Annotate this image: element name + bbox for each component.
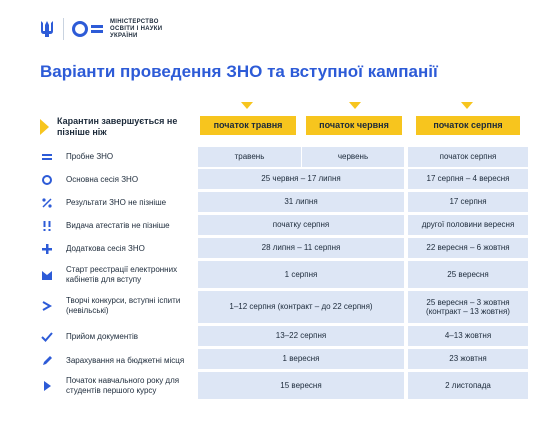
cell-may-june: 25 червня – 17 липня <box>198 169 404 189</box>
row-label: Початок навчального року для студентів першого курсу <box>40 376 201 396</box>
cell-august: 17 серпня <box>408 192 528 212</box>
circle-logo-icon <box>72 21 88 37</box>
pencil-icon <box>40 354 54 368</box>
row-label: Старт реєстрації електронних кабінетів для вступу <box>40 265 196 285</box>
play-icon <box>40 379 54 393</box>
equals-logo-icon <box>91 23 103 35</box>
cell-august: 25 вересня <box>408 261 528 288</box>
ministry-name: МІНІСТЕРСТВО ОСВІТИ І НАУКИ УКРАЇНИ <box>110 18 163 39</box>
cell-june: червень <box>302 147 404 167</box>
arrow-icon <box>40 119 49 135</box>
cell-august: початок серпня <box>408 147 528 167</box>
scenario-header <box>40 116 187 138</box>
chevron-icon <box>40 299 54 313</box>
check-icon <box>40 330 54 344</box>
double-exclaim-icon <box>40 219 54 233</box>
scenario-may: початок травня <box>200 116 296 135</box>
cell-may-june: 1–12 серпня (контракт – до 22 серпня) <box>198 291 404 323</box>
cell-may-june: 1 вересня <box>198 349 404 369</box>
cell-may-june: 13–22 серпня <box>198 326 404 346</box>
circle-icon <box>40 173 54 187</box>
row-label: Додаткова сесія ЗНО <box>40 242 145 256</box>
scenario-august: початок серпня <box>416 116 520 135</box>
row-label: Пробне ЗНО <box>40 150 113 164</box>
down-triangle-icon <box>349 102 361 109</box>
ministry-logo <box>40 18 162 40</box>
cell-august: 2 листопада <box>408 372 528 399</box>
flag-icon <box>40 268 54 282</box>
page-title: Варіанти проведення ЗНО та вступної кампанії <box>40 62 438 81</box>
cell-august: 4–13 жовтня <box>408 326 528 346</box>
cell-may: травень <box>198 147 301 167</box>
cell-may-june: 28 липня – 11 серпня <box>198 238 404 258</box>
trident-icon <box>40 19 54 39</box>
cell-august: 17 серпня – 4 вересня <box>408 169 528 189</box>
cell-may-june: 15 вересня <box>198 372 404 399</box>
row-label: Творчі конкурси, вступні іспити (невільські) <box>40 296 196 316</box>
cell-may-june: 31 липня <box>198 192 404 212</box>
cell-august: 22 вересня – 6 жовтня <box>408 238 528 258</box>
row-label: Видача атестатів не пізніше <box>40 219 170 233</box>
cell-may-june: 1 серпня <box>198 261 404 288</box>
equals-icon <box>40 150 54 164</box>
scenario-june: початок червня <box>306 116 402 135</box>
down-triangle-icon <box>461 102 473 109</box>
cell-may-june: початку серпня <box>198 215 404 235</box>
scenario-label: Карантин завершується не пізніше ніж <box>57 116 178 137</box>
cell-august: 25 вересня – 3 жовтня (контракт – 13 жовтня) <box>408 291 528 323</box>
plus-icon <box>40 242 54 256</box>
cell-august: другої половини вересня <box>408 215 528 235</box>
percent-icon <box>40 196 54 210</box>
row-label: Прийом документів <box>40 330 138 344</box>
cell-august: 23 жовтня <box>408 349 528 369</box>
logo-divider <box>63 18 64 40</box>
row-label: Основна сесія ЗНО <box>40 173 138 187</box>
down-triangle-icon <box>241 102 253 109</box>
row-label: Зарахування на бюджетні місця <box>40 354 184 368</box>
row-label: Результати ЗНО не пізніше <box>40 196 166 210</box>
